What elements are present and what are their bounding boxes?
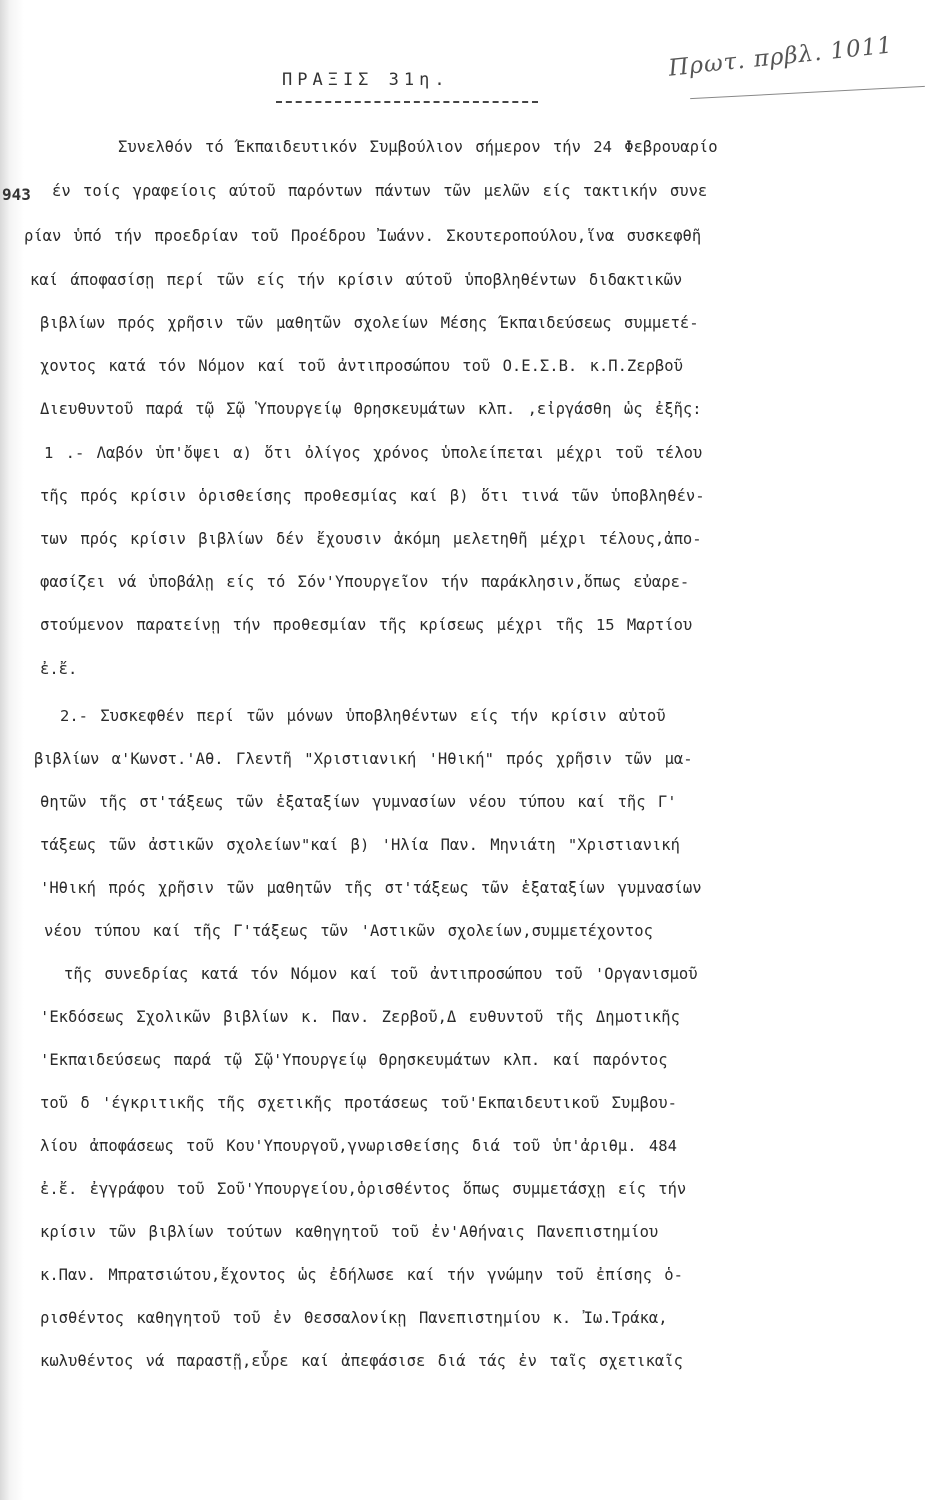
text-line: φασίζει νά ὑποβάλῃ είς τό Σόν'Υπουργεῖον τήν παράκλησιν,ὅπως εὐαρε- xyxy=(40,573,690,591)
text-line: βιβλίων α'Κωνστ.'Αθ. Γλεντῆ "Χριστιανική 'Ηθική" πρός χρῆσιν τῶν μα- xyxy=(34,750,693,768)
title-underline xyxy=(276,101,538,103)
text-line: καί άποφασίσῃ περί τῶν είς τήν κρίσιν αύτοῦ ὑποβληθέντων διδακτικῶν xyxy=(30,271,683,289)
text-line: Συνελθόν τό Έκπαιδευτικόν Συμβούλιον σήμερον τήν 24 Φεβρουαρίο xyxy=(118,138,718,156)
text-line: των πρός κρίσιν βιβλίων δέν ἔχουσιν ἀκόμη μελετηθῆ μέχρι τέλους,ἀπο- xyxy=(40,530,702,548)
text-line: κ.Παν. Μπρατσιώτου,ἔχοντος ὡς ἐδήλωσε καί τήν γνώμην τοῦ ἐπίσης ὁ- xyxy=(40,1266,683,1284)
handwritten-underline xyxy=(690,86,925,99)
text-line: 'Εκδόσεως Σχολικῶν βιβλίων κ. Παν. Ζερβοῦ,Δ ευθυντοῦ τῆς Δημοτικῆς xyxy=(40,1008,680,1026)
text-line: 'Ηθική πρός χρῆσιν τῶν μαθητῶν τῆς στ'τάξεως τῶν ἑξαταξίων γυμνασίων xyxy=(40,879,702,897)
text-line: 'Εκπαιδεύσεως παρά τῷ Σῷ'Υπουργείῳ Θρησκευμάτων κλπ. καί παρόντος xyxy=(40,1051,668,1069)
text-line: έν τοίς γραφείοις αύτοῦ παρόντων πάντων τῶν μελῶν είς τακτικήν συνε xyxy=(52,182,708,200)
text-line: βιβλίων πρός χρῆσιν τῶν μαθητῶν σχολείων Μέσης Έκπαιδεύσεως συμμετέ- xyxy=(40,314,699,332)
handwritten-protocol-note: Πρωτ. πρβλ. 1011 xyxy=(667,32,895,82)
text-line: νέου τύπου καί τῆς Γ'τάξεως τῶν 'Αστικῶν σχολείων,συμμετέχοντος xyxy=(44,922,653,940)
text-line: τοῦ δ 'έγκριτικῆς τῆς σχετικῆς προτάσεως τοῦ'Εκπαιδευτικοῦ Συμβου- xyxy=(40,1094,677,1112)
page-title: ΠΡΑΞΙΣ 31η. xyxy=(282,70,450,90)
text-line: ρισθέντος καθηγητοῦ τοῦ ἐν Θεσσαλονίκῃ Πανεπιστημίου κ. Ἰω.Τράκα, xyxy=(40,1309,668,1327)
text-line: χοντος κατά τόν Νόμον καί τοῦ ἀντιπροσώπου τοῦ Ο.Ε.Σ.Β. κ.Π.Ζερβοῦ xyxy=(40,357,683,375)
text-line: ἐ.ἔ. xyxy=(40,660,78,678)
text-line: λίου ἀποφάσεως τοῦ Κου'Υπουργοῦ,γνωρισθείσης διά τοῦ ὑπ'ἀριθμ. 484 xyxy=(40,1137,677,1155)
text-line: ἐ.ἔ. ἐγγράφου τοῦ Σοῦ'Υπουργείου,ὁρισθέντος ὅπως συμμετάσχῃ είς τήν xyxy=(40,1180,687,1198)
text-line: 1 .- Λαβόν ὑπ'ὄψει α) ὅτι ὀλίγος χρόνος ὑπολείπεται μέχρι τοῦ τέλου xyxy=(44,444,703,462)
margin-year-number: 943 xyxy=(2,185,31,204)
text-line: θητῶν τῆς στ'τάξεως τῶν ἑξαταξίων γυμνασίων νέου τύπου καί τῆς Γ' xyxy=(40,793,677,811)
text-line: τῆς συνεδρίας κατά τόν Νόμον καί τοῦ ἀντιπροσώπου τοῦ 'Οργανισμοῦ xyxy=(64,965,698,983)
text-line: τάξεως τῶν ἀστικῶν σχολείων"καί β) 'Ηλία Παν. Μηνιάτη "Χριστιανική xyxy=(40,836,680,854)
text-line: στούμενον παρατείνῃ τήν προθεσμίαν τῆς κρίσεως μέχρι τῆς 15 Μαρτίου xyxy=(40,616,693,634)
text-line: ρίαν ὑπό τήν προεδρίαν τοῦ Προέδρου Ἰωάνν. Σκουτεροπούλου,ἵνα συσκεφθῆ xyxy=(24,227,702,245)
text-line: Διευθυντοῦ παρά τῷ Σῷ Ὑπουργείῳ Θρησκευμάτων κλπ. ,εἰργάσθη ὡς ἐξῆς: xyxy=(40,400,702,418)
text-line: 2.- Συσκεφθέν περί τῶν μόνων ὑποβληθέντων είς τήν κρίσιν αὐτοῦ xyxy=(60,707,666,725)
text-line: κρίσιν τῶν βιβλίων τούτων καθηγητοῦ τοῦ ἐν'Αθήναις Πανεπιστημίου xyxy=(40,1223,659,1241)
text-line: κωλυθέντος νά παραστῇ,εὗρε καί ἀπεφάσισε διά τάς ἐν ταῖς σχετικαῖς xyxy=(40,1352,683,1370)
text-line: τῆς πρός κρίσιν ὁρισθείσης προθεσμίας καί β) ὅτι τινά τῶν ὑποβληθέν- xyxy=(40,487,705,505)
